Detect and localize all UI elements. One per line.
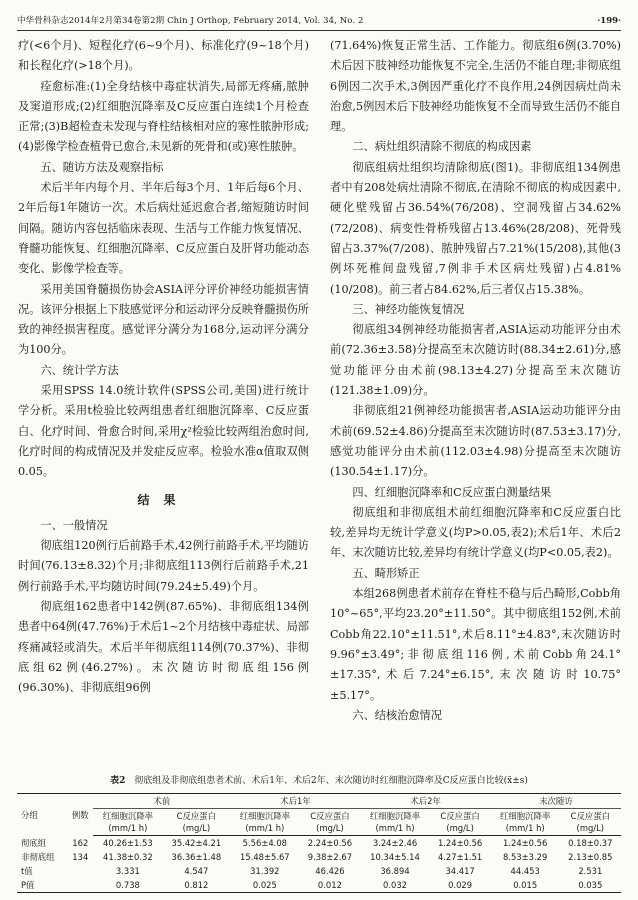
row-label: 彻底组 bbox=[21, 837, 47, 848]
col-header-crp: C反应蛋白 (mg/L) bbox=[429, 809, 490, 836]
table-label: 表2 bbox=[110, 776, 126, 786]
col-header-period: 术前 bbox=[93, 794, 230, 809]
table-cell: 35.42±4.21 bbox=[171, 838, 222, 848]
table-cell: 2.24±0.56 bbox=[307, 838, 353, 848]
table-cell: 41.38±0.32 bbox=[103, 852, 153, 862]
table-cell: 1.24±0.56 bbox=[437, 838, 483, 848]
cell-cases bbox=[67, 878, 93, 893]
table-row bbox=[17, 878, 621, 893]
paragraph-follow-up: 术后半年内每个月、半年后每3个月、1年后每6个月、2年后每1年随访一次。术后病灶延迟愈合者,缩短随访时间间隔。随访内容包括临床表现、生活与工作能力恢复情况、脊髓功能恢复、红细胞沉降率、C反应蛋白及肝肾功能动态变化、影像学检查等。 bbox=[18, 181, 309, 276]
heading-general: 一、一般情况 bbox=[40, 518, 108, 532]
row-label: P值 bbox=[17, 878, 67, 893]
right-column bbox=[330, 36, 621, 726]
row-label: 非彻底组 bbox=[21, 852, 55, 862]
heading-cure: 六、结核治愈情况 bbox=[352, 708, 442, 722]
table-cell: 2.13±0.85 bbox=[568, 852, 613, 862]
paragraph-chemotherapy-duration: 疗(<6个月)、短程化疗(6~9个月)、标准化疗(9~18个月)和长程化疗(>18个月)。 bbox=[18, 39, 309, 73]
heading-esr-crp: 四、红细胞沉降率和C反应蛋白测量结果 bbox=[352, 485, 552, 499]
page-number: ·199· bbox=[597, 16, 621, 26]
col-header-crp: C反应蛋白 (mg/L) bbox=[162, 809, 230, 836]
table-cell: 0.029 bbox=[429, 878, 490, 893]
col-header-period: 术后2年 bbox=[361, 794, 491, 809]
heading-neuro-recovery: 三、神经功能恢复情况 bbox=[352, 302, 465, 316]
col-header-group: 分组 bbox=[17, 794, 67, 836]
table-cell: 4.547 bbox=[184, 866, 209, 876]
paragraph-incomplete-factors: 彻底组病灶组织均清除彻底(图1)。非彻底组134例患者中有208处病灶清除不彻底,在清除不彻底的构成因素中,硬化壁残留占36.54%(76/208)、空洞残留占34.62%(72/208)、病变性骨桥残留占13.46%(28/208)、死骨残留占3.37%(7/208)、脓肿残留占7.21%(15/208),其他(3例坏死椎间盘残留,7例非手术区病灶残留)占4.81%(10/208)。前三者占84.62%,后三者仅占15.38%。 bbox=[330, 160, 621, 296]
col-header-cases: 例数 bbox=[67, 794, 93, 836]
table-cell: 3.331 bbox=[115, 866, 140, 876]
table-cell: 0.032 bbox=[361, 878, 430, 893]
table-row bbox=[17, 836, 621, 851]
cell-cases: 162 bbox=[72, 837, 89, 848]
table-cell: 0.012 bbox=[299, 878, 360, 893]
heading-follow-up-methods: 五、随访方法及观察指标 bbox=[40, 160, 164, 174]
col-header-esr: 红细胞沉降率 (mm/1 h) bbox=[491, 809, 560, 836]
col-header-esr: 红细胞沉降率 (mm/1 h) bbox=[361, 809, 430, 836]
journal-citation: 中华骨科杂志2014年2月第34卷第2期 Chin J Orthop, February 2014, Vol. 34, No. 2 bbox=[17, 16, 364, 26]
table-cell: 40.26±1.53 bbox=[103, 838, 153, 848]
paragraph-deformity: 本组268例患者术前存在脊柱不稳与后凸畸形,Cobb角10°~65°,平均23.20°±11.50°。其中彻底组152例,术前Cobb角22.10°±11.51°,术后8.11°±4.83°,末次随访时9.96°±3.49°;非彻底组116例,术前Cobb角24.1°±17.35°,术后7.24°±6.15°,末次随访时10.75°±5.17°。 bbox=[330, 587, 621, 702]
col-header-esr: 红细胞沉降率 (mm/1 h) bbox=[93, 809, 162, 836]
table-cell: 8.53±3.29 bbox=[503, 852, 548, 862]
col-header-crp: C反应蛋白 (mg/L) bbox=[560, 809, 621, 836]
header-rule bbox=[17, 30, 621, 31]
table-cell: 2.531 bbox=[578, 866, 603, 876]
left-column bbox=[18, 36, 309, 699]
table-cell: 9.38±2.67 bbox=[307, 852, 353, 862]
table-cell: 31.392 bbox=[250, 866, 280, 876]
paragraph-esr-crp: 彻底组和非彻底组术前红细胞沉降率和C反应蛋白比较,差异均无统计学意义(均P>0.05,表2);术后1年、术后2年、末次随访比较,差异均有统计学意义(均P<0.05,表2)。 bbox=[330, 505, 621, 560]
heading-statistics: 六、统计学方法 bbox=[40, 363, 119, 377]
table-cell: 5.56±4.08 bbox=[242, 838, 287, 848]
heading-deformity: 五、畸形矫正 bbox=[352, 566, 420, 580]
col-header-period: 术后1年 bbox=[230, 794, 360, 809]
table-cell: 4.27±1.51 bbox=[437, 852, 483, 862]
col-header-period: 末次随访 bbox=[491, 794, 621, 809]
table-cell: 0.035 bbox=[560, 878, 621, 893]
paragraph-neuro-complete: 彻底组34例神经功能损害者,ASIA运动功能评分由术前(72.36±3.58)分提高至末次随访时(88.34±2.61)分,感觉功能评分由术前(98.13±4.27)分提高至末次随访(121.38±1.09)分。 bbox=[330, 323, 621, 398]
paragraph-asia-score: 采用美国脊髓损伤协会ASIA评分评价神经功能损害情况。该评分根据上下肢感觉评分和运动评分反映脊髓损伤所致的神经损害程度。感觉评分满分为168分,运动评分满分为100分。 bbox=[18, 282, 309, 357]
table-cell: 46.426 bbox=[315, 866, 345, 876]
paragraph-general-surgery: 彻底组120例行后前路手术,42例行前路手术,平均随访时间(76.13±8.32)个月;非彻底组113例行后前路手术,21例行前路手术,平均随访时间(79.24±5.49)个月。 bbox=[18, 539, 309, 593]
table-cell: 0.738 bbox=[93, 878, 162, 893]
col-header-esr: 红细胞沉降率 (mm/1 h) bbox=[230, 809, 299, 836]
table-2 bbox=[17, 775, 621, 893]
table-row bbox=[17, 864, 621, 878]
table-cell: 0.025 bbox=[230, 878, 299, 893]
col-header-crp: C反应蛋白 (mg/L) bbox=[299, 809, 360, 836]
table-caption-text: 彻底组及非彻底组患者术前、术后1年、术后2年、末次随访时红细胞沉降率及C反应蛋白比较(x̄±s) bbox=[134, 776, 528, 786]
heading-incomplete-factors: 二、病灶组织清除不彻底的构成因素 bbox=[352, 140, 532, 154]
paragraph-cure-criteria: 痊愈标准:(1)全身结核中毒症状消失,局部无疼痛,脓肿及窦道形成;(2)红细胞沉降率及C反应蛋白连续1个月检查正常;(3)B超检查未发现与脊柱结核相对应的寒性脓肿形成;(4)影像学检查植骨已愈合,未见新的死骨和(或)寒性脓肿。 bbox=[18, 79, 309, 154]
row-label: t值 bbox=[21, 866, 33, 876]
running-header bbox=[17, 14, 621, 28]
cell-cases: 134 bbox=[72, 852, 89, 862]
paragraph-daily-life: (71.64%)恢复正常生活、工作能力。彻底组6例(3.70%)术后因下肢神经功能恢复不完全,生活仍不能自理;非彻底组6例因二次手术,3例因严重化疗不良作用,24例因病灶尚未治愈,5例因术后下肢神经功能恢复不全而导致生活仍不能自理。 bbox=[330, 39, 621, 134]
table-cell: 0.015 bbox=[491, 878, 560, 893]
paragraph-statistics: 采用SPSS 14.0统计软件(SPSS公司,美国)进行统计学分析。采用t检验比较两组患者红细胞沉降率、C反应蛋白、化疗时间、骨愈合时间,采用χ²检验比较两组治愈时间,化疗时间的构成情况及并发症反应率。检验水准α值取双侧0.05。 bbox=[18, 384, 309, 479]
table-cell: 44.453 bbox=[510, 866, 540, 876]
table-cell: 10.34±5.14 bbox=[370, 852, 420, 862]
cell-cases bbox=[67, 864, 93, 878]
table-cell: 1.24±0.56 bbox=[503, 838, 548, 848]
table-cell: 3.24±2.46 bbox=[372, 838, 418, 848]
table-caption bbox=[17, 775, 621, 788]
esr-crp-table bbox=[17, 793, 621, 893]
table-cell: 36.36±1.48 bbox=[171, 852, 222, 862]
paragraph-neuro-incomplete: 非彻底组21例神经功能损害者,ASIA运动功能评分由术前(69.52±4.86)分提高至末次随访时(87.53±3.17)分,感觉功能评分由术前(112.03±4.98)分提高至末次随访(130.54±1.17)分。 bbox=[330, 404, 621, 479]
section-title-results: 结果 bbox=[137, 492, 190, 507]
table-cell: 0.812 bbox=[162, 878, 230, 893]
table-cell: 34.417 bbox=[445, 866, 475, 876]
table-cell: 15.48±5.67 bbox=[240, 852, 290, 862]
paragraph-general-symptoms: 彻底组162患者中142例(87.65%)、非彻底组134例患者中64例(47.76%)于术后1~2个月结核中毒症状、局部疼痛减轻或消失。术后半年彻底组114例(70.37%)、非彻底组62例(46.27%)。末次随访时彻底组156例(96.30%)、非彻底组96例 bbox=[18, 600, 309, 695]
table-cell: 0.18±0.37 bbox=[568, 838, 613, 848]
table-cell: 36.894 bbox=[380, 866, 410, 876]
table-row bbox=[17, 850, 621, 864]
